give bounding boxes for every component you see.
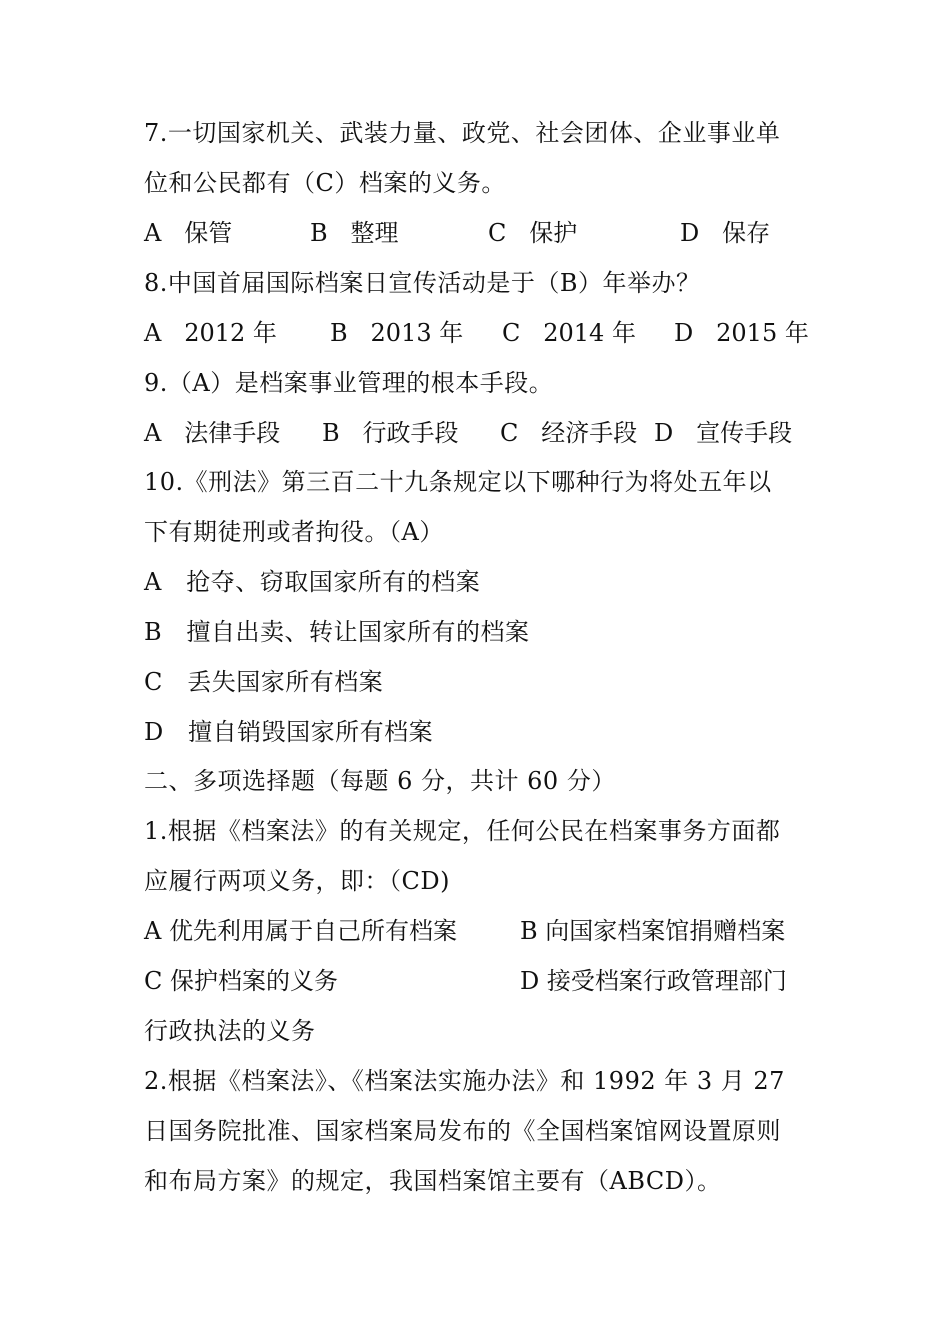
q8-option-c: C 2014 年 [502,319,636,347]
q8-option-a: A 2012 年 [144,319,277,347]
q7-option-b: B 整理 [310,219,399,247]
q7-line1: 7.一切国家机关、武装力量、政党、社会团体、企业事业单 [144,119,781,147]
q7-option-a: A 保管 [144,219,233,247]
m2-line2: 日国务院批准、国家档案局发布的《全国档案馆网设置原则 [144,1117,781,1145]
q9-option-d: D 宣传手段 [654,419,793,447]
m1-option-c: C 保护档案的义务 [144,967,338,995]
q10-line1: 10.《刑法》第三百二十九条规定以下哪种行为将处五年以 [144,468,772,496]
q7-line2: 位和公民都有（C）档案的义务。 [144,169,506,197]
q7-option-c: C 保护 [488,219,578,247]
m1-option-d: D 接受档案行政管理部门 [520,967,787,995]
m1-line1: 1.根据《档案法》的有关规定，任何公民在档案事务方面都 [144,817,781,845]
q8-option-b: B 2013 年 [330,319,464,347]
m1-option-b: B 向国家档案馆捐赠档案 [520,917,786,945]
q10-line2: 下有期徒刑或者拘役。（A） [144,518,444,546]
m1-option-d-continued: 行政执法的义务 [144,1017,316,1045]
q9-option-a: A 法律手段 [144,419,281,447]
q9-option-b: B 行政手段 [322,419,459,447]
m1-option-a: A 优先利用属于自己所有档案 [144,917,457,945]
q7-option-d: D 保存 [680,219,771,247]
q10-option-c: C 丢失国家所有档案 [144,668,384,696]
m1-line2: 应履行两项义务，即：（CD) [144,867,450,895]
m2-line3: 和布局方案》的规定，我国档案馆主要有（ABCD）。 [144,1167,722,1195]
q8-option-d: D 2015 年 [674,319,809,347]
q8-line1: 8.中国首届国际档案日宣传活动是于（B）年举办？ [144,269,701,297]
section-heading-multiple-choice: 二、多项选择题（每题 6 分，共计 60 分） [144,767,616,795]
m2-line1: 2.根据《档案法》、《档案法实施办法》和 1992 年 3 月 27 [144,1067,785,1095]
q10-option-a: A 抢夺、窃取国家所有的档案 [144,568,481,596]
q9-line1: 9.（A）是档案事业管理的根本手段。 [144,369,554,397]
q9-option-c: C 经济手段 [500,419,638,447]
q10-option-d: D 擅自销毁国家所有档案 [144,718,434,746]
q10-option-b: B 擅自出卖、转让国家所有的档案 [144,618,530,646]
